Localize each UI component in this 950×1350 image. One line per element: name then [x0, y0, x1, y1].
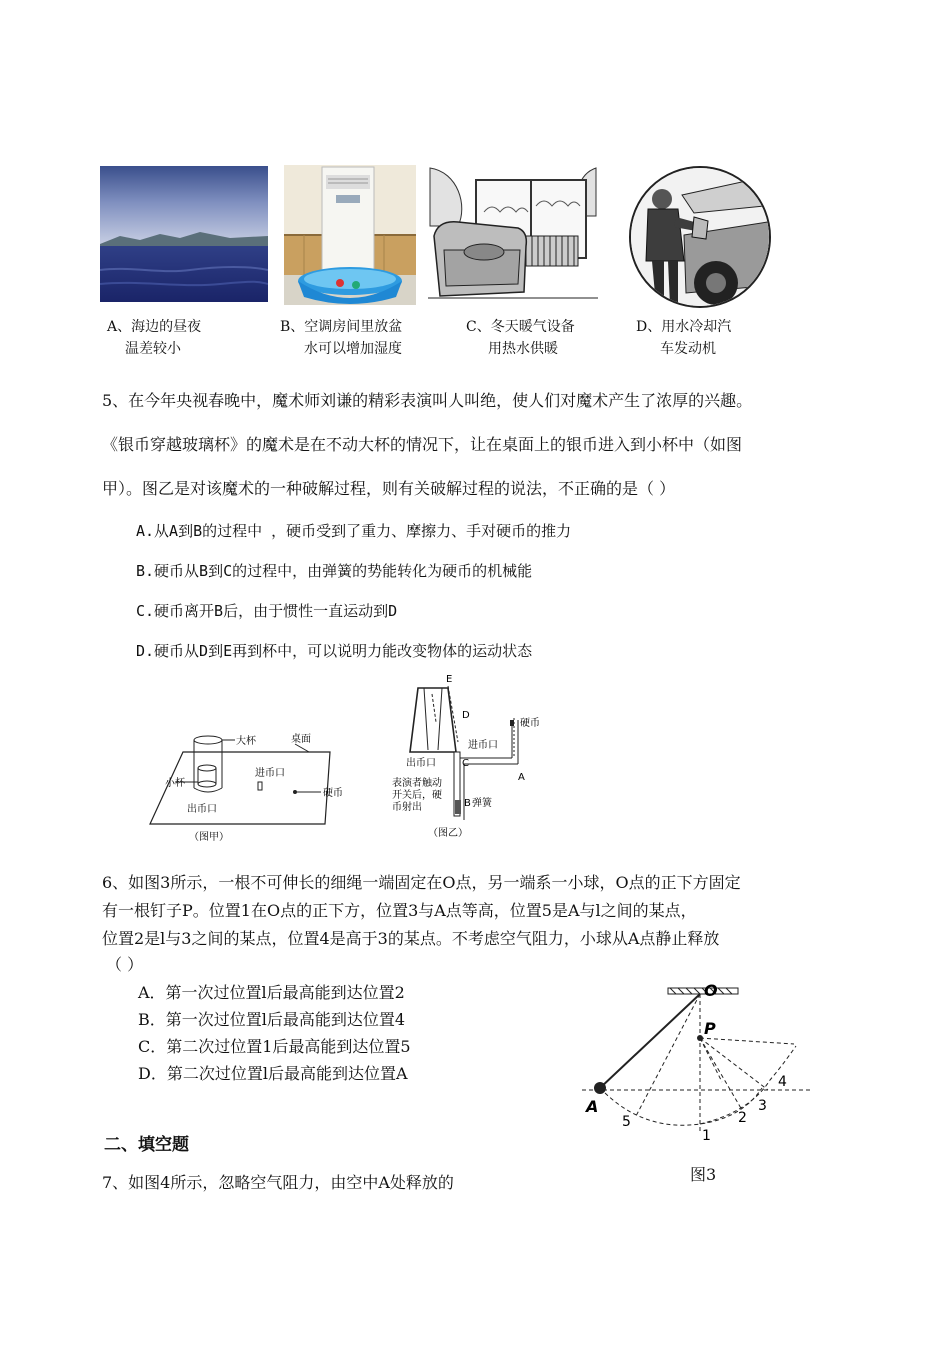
option-c-label	[466, 316, 596, 360]
q6-line1: 6、如图3所示，一根不可伸长的细绳一端固定在O点，另一端系一小球，O点的正下方固定	[102, 873, 741, 892]
radiator-armchair-drawing	[428, 166, 598, 300]
q5-option-b: B.硬币从B到C的过程中，由弹簧的势能转化为硬币的机械能	[136, 562, 533, 580]
q5-option-d: D.硬币从D到E再到杯中，可以说明力能改变物体的运动状态	[136, 642, 533, 660]
fig-yi-coin: 硬币	[520, 718, 540, 729]
fig-yi-spring: 弹簧	[472, 798, 492, 809]
option-a-label-line1: A、海边的昼夜	[107, 319, 202, 335]
fig-yi-note3: 币射出	[392, 802, 422, 813]
fig-jia-small-cup: 小杯	[165, 778, 185, 789]
q5-line1: 5、在今年央视春晚中，魔术师刘谦的精彩表演叫人叫绝，使人们对魔术产生了浓厚的兴趣。	[102, 391, 753, 410]
pendulum-label-1: 1	[702, 1128, 711, 1142]
fig-yi-caption: （图乙）	[428, 828, 468, 839]
fig-jia-coin: 硬币	[323, 788, 343, 799]
pendulum-label-5: 5	[622, 1114, 631, 1130]
fig-yi-outlet: 出币口	[406, 758, 436, 769]
q5-option-c: C.硬币离开B后，由于惯性一直运动到D	[136, 602, 398, 620]
option-b-label-line1: B、空调房间里放盆	[280, 319, 403, 335]
figure-yi	[388, 672, 558, 850]
fig-yi-d: D	[462, 710, 470, 721]
fig-jia-table: 桌面	[291, 734, 311, 745]
option-c-label-line2: 用热水供暖	[488, 341, 558, 357]
q6-option-c: C．第二次过位置1后最高能到达位置5	[138, 1037, 411, 1056]
pendulum-label-3: 3	[758, 1098, 767, 1114]
figure-jia	[145, 726, 365, 848]
fig-jia-inlet: 进币口	[255, 768, 285, 779]
fig-yi-note2: 开关后，硬	[392, 790, 442, 801]
option-a-label-line2: 温差较小	[125, 341, 181, 357]
fig-yi-inlet: 进币口	[468, 740, 498, 751]
option-b-label-line2: 水可以增加湿度	[304, 341, 402, 357]
air-conditioner-basin-photo	[284, 165, 416, 305]
option-d-label-line2: 车发动机	[660, 341, 716, 357]
section-title: 二、填空题	[104, 1135, 189, 1155]
q6-option-b: B．第一次过位置l后最高能到达位置4	[138, 1010, 406, 1029]
pendulum-figure	[572, 982, 822, 1142]
q5-line3: 甲）。图乙是对该魔术的一种破解过程，则有关破解过程的说法，不正确的是（ ）	[102, 479, 676, 498]
fig-yi-a: A	[518, 772, 525, 783]
fig-jia-outlet: 出币口	[187, 804, 217, 815]
option-b-label	[280, 316, 430, 360]
figure3-caption: 图3	[690, 1165, 717, 1184]
option-d-label-line1: D、用水冷却汽	[636, 319, 732, 335]
option-d-label	[636, 316, 766, 360]
fig-yi-b: B	[464, 798, 471, 809]
fig-yi-e: E	[446, 674, 453, 685]
fig-yi-c: C	[462, 758, 469, 769]
pendulum-label-a: A	[586, 1097, 599, 1116]
q7-line1: 7、如图4所示，忽略空气阻力，由空中A处释放的	[102, 1173, 454, 1192]
fig-jia-caption: （图甲）	[189, 832, 229, 843]
fig-jia-big-cup: 大杯	[236, 736, 256, 747]
pendulum-label-2: 2	[738, 1110, 747, 1126]
option-a-label	[95, 316, 237, 360]
q6-option-a: A．第一次过位置l后最高能到达位置2	[138, 983, 405, 1002]
pendulum-label-p: P	[704, 1019, 716, 1038]
pendulum-label-o: O	[704, 982, 718, 1000]
q6-line4: （ ）	[106, 955, 144, 974]
pendulum-label-4: 4	[778, 1074, 787, 1090]
fig-yi-note1: 表演者触动	[392, 778, 442, 789]
q6-option-d: D．第二次过位置l后最高能到达位置A	[138, 1064, 408, 1083]
q6-line2: 有一根钉子P。位置1在O点的正下方，位置3与A点等高，位置5是A与l之间的某点，	[102, 901, 697, 920]
q6-line3: 位置2是l与3之间的某点，位置4是高于3的某点。不考虑空气阻力，小球从A点静止释放	[102, 929, 720, 948]
q5-line2: 《银币穿越玻璃杯》的魔术是在不动大杯的情况下，让在桌面上的银币进入到小杯中（如图	[102, 435, 743, 454]
q5-option-a: A.从A到B的过程中 ，硬币受到了重力、摩擦力、手对硬币的推力	[136, 522, 572, 540]
option-c-label-line1: C、冬天暖气设备	[466, 319, 575, 335]
car-engine-cooling-drawing	[624, 165, 776, 309]
seaside-photo	[100, 166, 268, 302]
